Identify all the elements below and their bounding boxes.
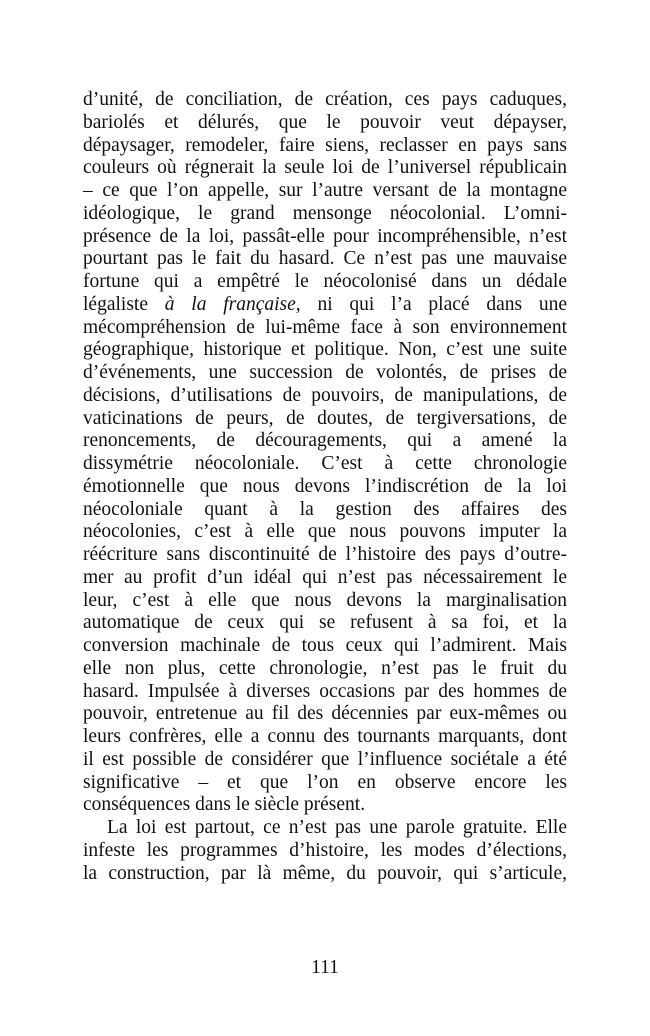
text-segment: – ce que l’on appelle, sur l’autre versant de la montagne [83,180,567,201]
text-line [83,840,567,863]
text-line [83,453,567,476]
text-line [83,339,567,362]
text-line [83,590,567,613]
text-line [83,817,567,840]
text-segment: La loi est partout, ce n’est pas une parole gratuite. Elle [107,817,567,838]
text-segment: il est possible de considérer que l’influence sociétale a été [83,748,567,770]
text-segment: mer au profit d’un idéal qui n’est pas nécessairement le [83,566,567,588]
text-segment: couleurs où régnerait la seule loi de l’universel républicain [83,157,567,179]
text-line [83,703,567,726]
text-segment: d’événements, une succession de volontés, de prises de [83,362,567,383]
text-segment: , ni qui l’a placé dans une [295,293,567,315]
text-line [83,430,567,453]
text-segment: leur, c’est à elle que nous devons la marginalisation [83,589,567,611]
text-line [83,476,567,499]
text-line [83,112,567,135]
text-line [83,385,567,408]
text-segment: décisions, d’utilisations de pouvoirs, de manipulations, de [83,384,567,406]
text-line [83,612,567,635]
text-segment: dépaysager, remodeler, faire siens, reclasser en pays sans [83,134,567,156]
text-segment: dissymétrie néocoloniale. C’est à cette chronologie [83,453,567,474]
text-segment: présence de la loi, passât-elle pour incompréhensible, n’est [83,225,567,247]
text-segment: bariolés et délurés, que le pouvoir veut dépayser, [83,111,567,133]
text-line [83,726,567,749]
text-segment: réécriture sans discontinuité de l’histoire des pays d’outre- [83,544,567,565]
text-segment: pouvoir, entretenue au fil des décennies par eux-mêmes ou [83,703,567,725]
text-segment: vaticinations de peurs, de doutes, de tergiversations, de [83,407,567,429]
text-line [83,521,567,544]
text-segment: significative – et que l’on en observe encore les [83,771,567,793]
text-segment: fortune qui a empêtré le néocolonisé dans un dédale [83,271,567,292]
text-line [83,567,567,590]
text-line [83,89,567,112]
text-segment: idéologique, le grand mensonge néocolonial. L’omni- [83,202,567,224]
text-segment: la construction, par là même, du pouvoir, qui s’articule, [83,862,567,884]
text-line [83,658,567,681]
text-line [83,294,567,317]
text-line [83,317,567,340]
text-segment: d’unité, de conciliation, de création, ces pays caduques, [83,89,567,110]
text-segment: renoncements, de découragements, qui a amené la [83,430,567,452]
text-segment: elle non plus, cette chronologie, n’est pas le fruit du [83,657,567,679]
text-segment: hasard. Impulsée à diverses occasions par des hommes de [83,680,567,702]
text-line [83,271,567,294]
text-line [83,499,567,522]
text-line [83,772,567,795]
body-text [83,89,567,885]
text-segment: néocoloniale quant à la gestion des affaires des [83,498,567,520]
text-segment: géographique, historique et politique. Non, c’est une suite [83,339,567,361]
text-segment: leurs confrères, elle a connu des tournants marquants, dont [83,726,567,747]
text-line [83,135,567,158]
text-line [83,681,567,704]
text-line [83,362,567,385]
text-line [83,544,567,567]
text-line [83,749,567,772]
text-segment: mécompréhension de lui-même face à son environnement [83,316,567,338]
text-line [83,226,567,249]
text-segment: infeste les programmes d’histoire, les modes d’élections, [83,839,567,861]
text-line [83,863,567,886]
text-line [83,180,567,203]
italic-phrase: à la française [164,293,296,315]
text-segment: conséquences dans le siècle présent. [83,794,366,816]
page-number: 111 [311,957,339,978]
text-segment: pourtant pas le fait du hasard. Ce n’est pas une mauvaise [83,248,567,270]
text-segment: conversion machinale de tous ceux qui l’admirent. Mais [83,635,567,656]
text-segment: automatique de ceux qui se refusent à sa foi, et la [83,612,567,634]
text-line [83,408,567,431]
text-line [83,157,567,180]
text-line [83,635,567,658]
text-segment: légaliste [83,293,165,315]
text-line [83,203,567,226]
text-line [83,794,567,817]
text-segment: émotionnelle que nous devons l’indiscrétion de la loi [83,475,567,497]
text-segment: néocolonies, c’est à elle que nous pouvons imputer la [83,521,567,543]
text-line [83,248,567,271]
